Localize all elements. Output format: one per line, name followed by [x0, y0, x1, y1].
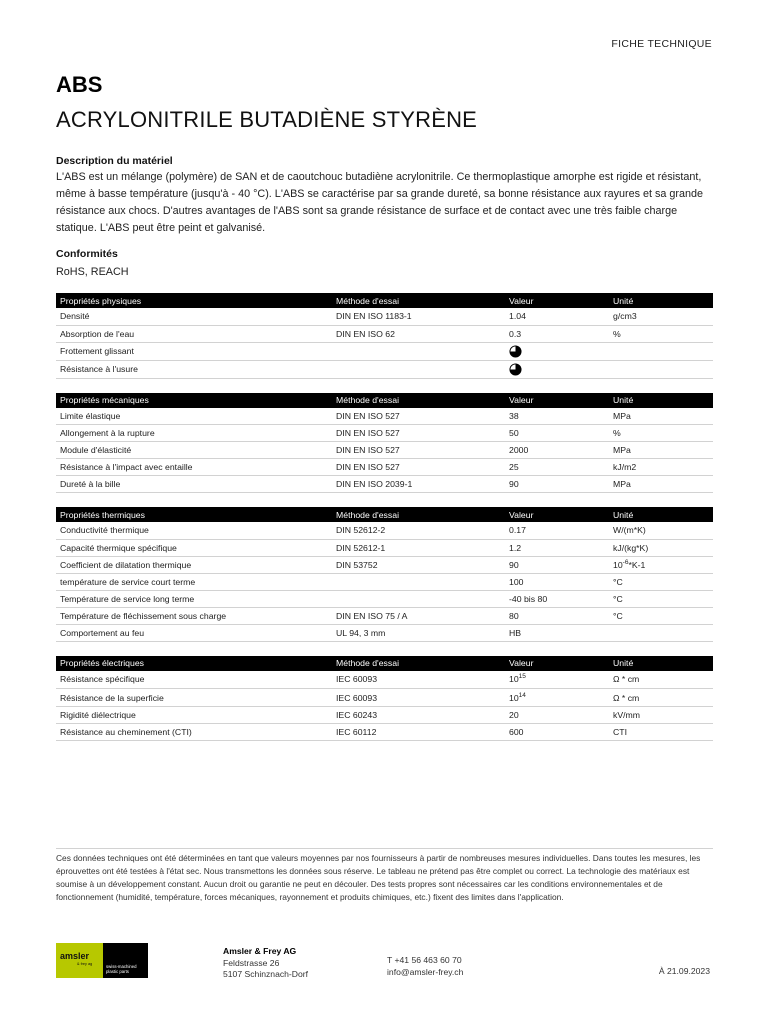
table-row — [56, 408, 713, 425]
table-title: Propriétés thermiques — [56, 507, 332, 522]
property-name: Densité — [56, 308, 332, 325]
property-name: Frottement glissant — [56, 342, 332, 360]
column-header-unit: Unité — [609, 293, 713, 308]
property-unit: % — [609, 425, 713, 442]
table-row — [56, 459, 713, 476]
properties-tables — [56, 293, 713, 755]
property-unit: % — [609, 325, 713, 342]
property-name: Résistance à l'impact avec entaille — [56, 459, 332, 476]
company-email[interactable]: info@amsler-frey.ch — [387, 966, 464, 977]
property-value: 2000 — [505, 442, 609, 459]
property-value: 90 — [505, 556, 609, 573]
property-name: Résistance au cheminement (CTI) — [56, 724, 332, 741]
column-header-unit: Unité — [609, 656, 713, 671]
table-row — [56, 360, 713, 378]
test-method: DIN 52612-2 — [332, 522, 505, 539]
property-value: 90 — [505, 476, 609, 493]
table-row — [56, 425, 713, 442]
rating-pie-icon — [509, 363, 522, 376]
table-row — [56, 671, 713, 689]
test-method: DIN EN ISO 1183-1 — [332, 308, 505, 325]
table-row — [56, 556, 713, 573]
property-value: $10^{15}$ — [505, 671, 609, 689]
property-unit: MPa — [609, 408, 713, 425]
property-name: Résistance de la superficie — [56, 689, 332, 707]
column-header-value: Valeur — [505, 507, 609, 522]
property-name: Résistance à l'usure — [56, 360, 332, 378]
property-name: Coefficient de dilatation thermique — [56, 556, 332, 573]
table-row — [56, 476, 713, 493]
physical-properties-table — [56, 293, 713, 379]
property-unit: °C — [609, 607, 713, 624]
company-city: 5107 Schinznach-Dorf — [223, 969, 309, 979]
disclaimer-text: Ces données techniques ont été déterminées en tant que valeurs moyennes par nos fournisseurs à partir de nombreuses mesures individuelles. Dans toutes les mesures, les éprouvettes ont été testées à l'état sec. Nous transmettons les données sous réserve. Le tableau ne prétend pas être complet ou correct. La technologie des matériaux est soumise à un développement constant. Aucun droit ou garantie ne peut en découler. Des tests propres sont nécessaires car les conditions environnementales et de fonctionnement (humidité, température, forces mécaniques, rayonnement et produits chimiques, etc.) fixent des limites dans l'application. — [56, 853, 701, 902]
property-unit: g/cm3 — [609, 308, 713, 325]
property-value: 80 — [505, 607, 609, 624]
property-value: $10^{14}$ — [505, 689, 609, 707]
property-unit: °C — [609, 590, 713, 607]
property-name: Rigidité diélectrique — [56, 707, 332, 724]
property-value: -40 bis 80 — [505, 590, 609, 607]
column-header-unit: Unité — [609, 507, 713, 522]
property-value: HB — [505, 624, 609, 641]
material-full-name: ACRYLONITRILE BUTADIÈNE STYRÈNE — [56, 107, 478, 132]
property-unit: MPa — [609, 476, 713, 493]
logo-black-panel — [103, 943, 148, 978]
property-unit: Ω * cm — [609, 689, 713, 707]
test-method: DIN EN ISO 75 / A — [332, 607, 505, 624]
property-value: 38 — [505, 408, 609, 425]
company-name: Amsler & Frey AG — [223, 946, 297, 956]
column-header-unit: Unité — [609, 393, 713, 408]
property-name: Limite élastique — [56, 408, 332, 425]
test-method: DIN EN ISO 527 — [332, 459, 505, 476]
electrical-properties-table — [56, 656, 713, 742]
property-name: Température de fléchissement sous charge — [56, 607, 332, 624]
table-header-row — [56, 656, 713, 671]
property-value: 100 — [505, 573, 609, 590]
company-contact — [387, 955, 463, 978]
document-date: À 21.09.2023 — [658, 966, 710, 976]
property-value: 20 — [505, 707, 609, 724]
column-header-value: Valeur — [505, 656, 609, 671]
column-header-method: Méthode d'essai — [332, 293, 505, 308]
table-row — [56, 522, 713, 539]
table-header-row — [56, 507, 713, 522]
property-unit: kV/mm — [609, 707, 713, 724]
property-unit: Ω * cm — [609, 671, 713, 689]
logo-tagline: swiss-machined plastic parts — [106, 964, 137, 974]
test-method — [332, 573, 505, 590]
test-method — [332, 342, 505, 360]
logo-suffix: & frey ag — [77, 962, 93, 966]
test-method: IEC 60093 — [332, 689, 505, 707]
table-row — [56, 607, 713, 624]
test-method: IEC 60093 — [332, 671, 505, 689]
company-address — [223, 946, 308, 981]
property-value — [505, 342, 609, 360]
table-row — [56, 308, 713, 325]
property-unit: kJ/m2 — [609, 459, 713, 476]
property-value: 0.3 — [505, 325, 609, 342]
table-row — [56, 689, 713, 707]
description-heading: Description du matériel — [56, 155, 173, 167]
company-phone: T +41 56 463 60 70 — [387, 955, 462, 965]
property-name: Module d'élasticité — [56, 442, 332, 459]
table-row — [56, 442, 713, 459]
footer-divider — [56, 848, 713, 849]
test-method: DIN 52612-1 — [332, 539, 505, 556]
property-name: Résistance spécifique — [56, 671, 332, 689]
logo-green-panel — [56, 943, 103, 978]
test-method — [332, 590, 505, 607]
property-unit: $10^{-6}*K-1$ — [609, 556, 713, 573]
property-name: Allongement à la rupture — [56, 425, 332, 442]
table-header-row — [56, 293, 713, 308]
conformity-text: RoHS, REACH — [56, 266, 129, 278]
test-method: DIN EN ISO 527 — [332, 425, 505, 442]
property-unit: °C — [609, 573, 713, 590]
material-abbreviation: ABS — [56, 72, 103, 97]
property-value: 25 — [505, 459, 609, 476]
description-text: L'ABS est un mélange (polymère) de SAN et de caoutchouc butadiène acrylonitrile. Ce thermoplastique amorphe est rigide et résistant, même à basse température (jusqu'à - 40 °C). L'ABS se caractérise par sa grande dureté, sa bonne résistance aux rayures et sa grande résistance aux chocs. D'autres avantages de l'ABS sont sa grande résistance de surface et de contact avec une très faible charge statique. L'ABS peut être peint et galvanisé. — [56, 171, 703, 234]
test-method: IEC 60243 — [332, 707, 505, 724]
property-name: Conductivité thermique — [56, 522, 332, 539]
conformity-heading: Conformités — [56, 248, 118, 260]
property-name: Dureté à la bille — [56, 476, 332, 493]
table-row — [56, 573, 713, 590]
property-value: 50 — [505, 425, 609, 442]
thermal-properties-table — [56, 507, 713, 642]
property-value: 0.17 — [505, 522, 609, 539]
property-unit: CTI — [609, 724, 713, 741]
test-method — [332, 360, 505, 378]
property-value: 1.2 — [505, 539, 609, 556]
property-unit — [609, 360, 713, 378]
column-header-method: Méthode d'essai — [332, 393, 505, 408]
table-row — [56, 325, 713, 342]
table-row — [56, 342, 713, 360]
test-method: DIN EN ISO 527 — [332, 442, 505, 459]
table-header-row — [56, 393, 713, 408]
property-value: 1.04 — [505, 308, 609, 325]
property-unit: MPa — [609, 442, 713, 459]
table-row — [56, 724, 713, 741]
test-method: DIN EN ISO 62 — [332, 325, 505, 342]
table-row — [56, 707, 713, 724]
table-title: Propriétés mécaniques — [56, 393, 332, 408]
table-title: Propriétés électriques — [56, 656, 332, 671]
table-title: Propriétés physiques — [56, 293, 332, 308]
column-header-value: Valeur — [505, 393, 609, 408]
property-unit: kJ/(kg*K) — [609, 539, 713, 556]
table-row — [56, 539, 713, 556]
table-row — [56, 590, 713, 607]
exponent: 15 — [518, 673, 526, 681]
property-unit: W/(m*K) — [609, 522, 713, 539]
mechanical-properties-table — [56, 393, 713, 494]
property-name: Absorption de l'eau — [56, 325, 332, 342]
property-name: Température de service long terme — [56, 590, 332, 607]
test-method: DIN EN ISO 2039-1 — [332, 476, 505, 493]
property-unit — [609, 624, 713, 641]
table-row — [56, 624, 713, 641]
test-method: DIN EN ISO 527 — [332, 408, 505, 425]
column-header-value: Valeur — [505, 293, 609, 308]
document-type-label: FICHE TECHNIQUE — [611, 38, 712, 50]
property-name: Capacité thermique spécifique — [56, 539, 332, 556]
test-method: UL 94, 3 mm — [332, 624, 505, 641]
rating-pie-icon — [509, 345, 522, 358]
column-header-method: Méthode d'essai — [332, 656, 505, 671]
property-name: Comportement au feu — [56, 624, 332, 641]
property-value — [505, 360, 609, 378]
company-logo — [56, 943, 148, 978]
exponent: -6 — [622, 558, 629, 566]
test-method: DIN 53752 — [332, 556, 505, 573]
property-value: 600 — [505, 724, 609, 741]
column-header-method: Méthode d'essai — [332, 507, 505, 522]
company-street: Feldstrasse 26 — [223, 957, 280, 968]
exponent: 14 — [518, 691, 526, 699]
property-unit — [609, 342, 713, 360]
test-method: IEC 60112 — [332, 724, 505, 741]
logo-wordmark: amsler — [60, 951, 90, 961]
property-name: température de service court terme — [56, 573, 332, 590]
